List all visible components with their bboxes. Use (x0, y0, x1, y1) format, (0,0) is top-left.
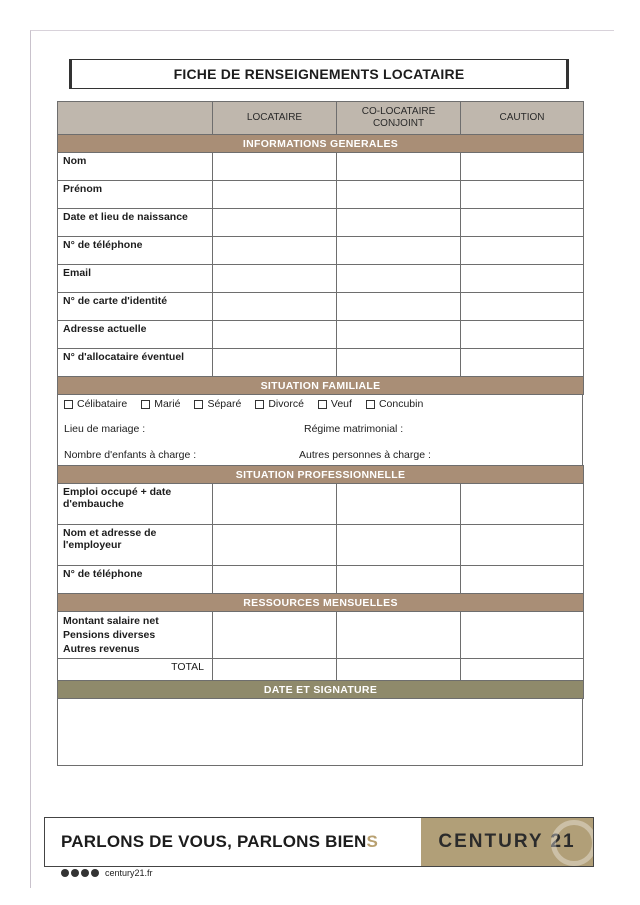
input-cell-locataire[interactable] (213, 153, 337, 181)
row-label-total: TOTAL (58, 659, 213, 681)
option-veuf[interactable]: Veuf (318, 398, 352, 410)
footer-banner (44, 817, 594, 867)
enfants-charge-label: Nombre d'enfants à charge : (64, 449, 197, 461)
table-row (58, 566, 584, 594)
row-label-prenom: Prénom (58, 181, 213, 209)
input-cell-colocataire[interactable] (337, 237, 461, 265)
input-cell-caution[interactable] (461, 321, 584, 349)
checkbox[interactable] (366, 400, 375, 409)
row-label-ressources (58, 612, 213, 659)
input-cell-colocataire[interactable] (337, 484, 461, 525)
form-title-text: FICHE DE RENSEIGNEMENTS LOCATAIRE (173, 66, 465, 82)
section-title-signature: DATE ET SIGNATURE (58, 681, 584, 699)
checkbox[interactable] (255, 400, 264, 409)
tenant-form (57, 101, 583, 766)
footer-slogan (45, 818, 421, 866)
total-row (58, 659, 584, 681)
column-header-row (58, 102, 584, 135)
autres-charge-label: Autres personnes à charge : (299, 449, 431, 461)
label-pensions: Pensions diverses (63, 629, 156, 641)
section-header-infos (58, 135, 584, 153)
input-cell-caution[interactable] (461, 525, 584, 566)
label-autres-revenus: Autres revenus (63, 643, 140, 655)
checkbox[interactable] (318, 400, 327, 409)
input-cell-locataire[interactable] (213, 209, 337, 237)
checkbox[interactable] (141, 400, 150, 409)
option-celibataire[interactable]: Célibataire (64, 398, 127, 410)
marital-status-options (64, 398, 423, 410)
youtube-icon[interactable] (81, 869, 89, 877)
input-cell-colocataire[interactable] (337, 566, 461, 594)
facebook-icon[interactable] (61, 869, 69, 877)
input-cell-colocataire[interactable] (337, 321, 461, 349)
input-cell-locataire[interactable] (213, 181, 337, 209)
website-link[interactable]: century21.fr (105, 868, 153, 878)
main-table (57, 101, 584, 395)
logo-watermark-icon (551, 820, 593, 866)
input-cell-locataire[interactable] (213, 566, 337, 594)
input-cell-caution[interactable] (461, 612, 584, 659)
table-row (58, 525, 584, 566)
input-cell-caution[interactable] (461, 293, 584, 321)
century21-logo (421, 818, 593, 866)
input-cell-caution[interactable] (461, 181, 584, 209)
input-cell-locataire[interactable] (213, 484, 337, 525)
instagram-icon[interactable] (91, 869, 99, 877)
input-cell-colocataire[interactable] (337, 349, 461, 377)
column-header-colocataire: CO-LOCATAIRE CONJOINT (337, 102, 461, 135)
column-header-locataire: LOCATAIRE (213, 102, 337, 135)
section-title-infos: INFORMATIONS GENERALES (58, 135, 584, 153)
table-row (58, 209, 584, 237)
option-marie[interactable]: Marié (141, 398, 180, 410)
input-cell-locataire[interactable] (213, 293, 337, 321)
input-cell-colocataire[interactable] (337, 181, 461, 209)
signature-area[interactable] (57, 699, 583, 766)
row-label-employeur: Nom et adresse de l'employeur (58, 525, 213, 566)
input-cell-locataire[interactable] (213, 612, 337, 659)
input-cell-locataire[interactable] (213, 525, 337, 566)
table-row (58, 181, 584, 209)
input-cell-caution[interactable] (461, 566, 584, 594)
input-cell-colocataire[interactable] (337, 209, 461, 237)
column-header-caution: CAUTION (461, 102, 584, 135)
situation-familiale-block (57, 395, 583, 465)
table-row (58, 612, 584, 659)
row-label-telephone: N° de téléphone (58, 237, 213, 265)
table-row (58, 484, 584, 525)
input-cell-locataire[interactable] (213, 659, 337, 681)
lieu-mariage-label: Lieu de mariage : (64, 423, 146, 435)
form-title (69, 59, 569, 89)
slogan-main: PARLONS DE VOUS, PARLONS BIEN (61, 832, 367, 851)
input-cell-locataire[interactable] (213, 265, 337, 293)
header-blank-cell (58, 102, 213, 135)
table-row (58, 153, 584, 181)
section-title-famille: SITUATION FAMILIALE (58, 377, 584, 395)
table-row (58, 265, 584, 293)
section-title-ressources: RESSOURCES MENSUELLES (58, 594, 584, 612)
input-cell-caution[interactable] (461, 209, 584, 237)
pro-table (57, 465, 584, 699)
brand-name: CENTURY 21 (438, 831, 576, 852)
input-cell-colocataire[interactable] (337, 659, 461, 681)
section-header-signature (58, 681, 584, 699)
input-cell-colocataire[interactable] (337, 293, 461, 321)
input-cell-locataire[interactable] (213, 321, 337, 349)
option-separe[interactable]: Séparé (194, 398, 241, 410)
row-label-naissance: Date et lieu de naissance (58, 209, 213, 237)
input-cell-caution[interactable] (461, 484, 584, 525)
table-row (58, 237, 584, 265)
row-label-telephone-pro: N° de téléphone (58, 566, 213, 594)
section-title-pro: SITUATION PROFESSIONNELLE (58, 466, 584, 484)
table-row (58, 293, 584, 321)
input-cell-colocataire[interactable] (337, 153, 461, 181)
input-cell-colocataire[interactable] (337, 265, 461, 293)
table-row (58, 321, 584, 349)
section-header-ressources (58, 594, 584, 612)
regime-matrimonial-label: Régime matrimonial : (304, 423, 404, 435)
input-cell-caution[interactable] (461, 659, 584, 681)
twitter-icon[interactable] (71, 869, 79, 877)
table-row (58, 349, 584, 377)
input-cell-colocataire[interactable] (337, 525, 461, 566)
row-label-emploi: Emploi occupé + date d'embauche (58, 484, 213, 525)
checkbox[interactable] (194, 400, 203, 409)
section-header-famille (58, 377, 584, 395)
label-salaire: Montant salaire net (63, 615, 159, 627)
row-label-allocataire: N° d'allocataire éventuel (58, 349, 213, 377)
row-label-nom: Nom (58, 153, 213, 181)
input-cell-locataire[interactable] (213, 349, 337, 377)
input-cell-locataire[interactable] (213, 237, 337, 265)
input-cell-caution[interactable] (461, 237, 584, 265)
section-header-pro (58, 466, 584, 484)
footer-social (61, 868, 153, 878)
option-concubin[interactable]: Concubin (366, 398, 423, 410)
checkbox[interactable] (64, 400, 73, 409)
input-cell-caution[interactable] (461, 265, 584, 293)
input-cell-caution[interactable] (461, 349, 584, 377)
slogan-end: S (366, 832, 379, 851)
row-label-adresse: Adresse actuelle (58, 321, 213, 349)
option-divorce[interactable]: Divorcé (255, 398, 304, 410)
input-cell-caution[interactable] (461, 153, 584, 181)
row-label-carte-identite: N° de carte d'identité (58, 293, 213, 321)
input-cell-colocataire[interactable] (337, 612, 461, 659)
row-label-email: Email (58, 265, 213, 293)
